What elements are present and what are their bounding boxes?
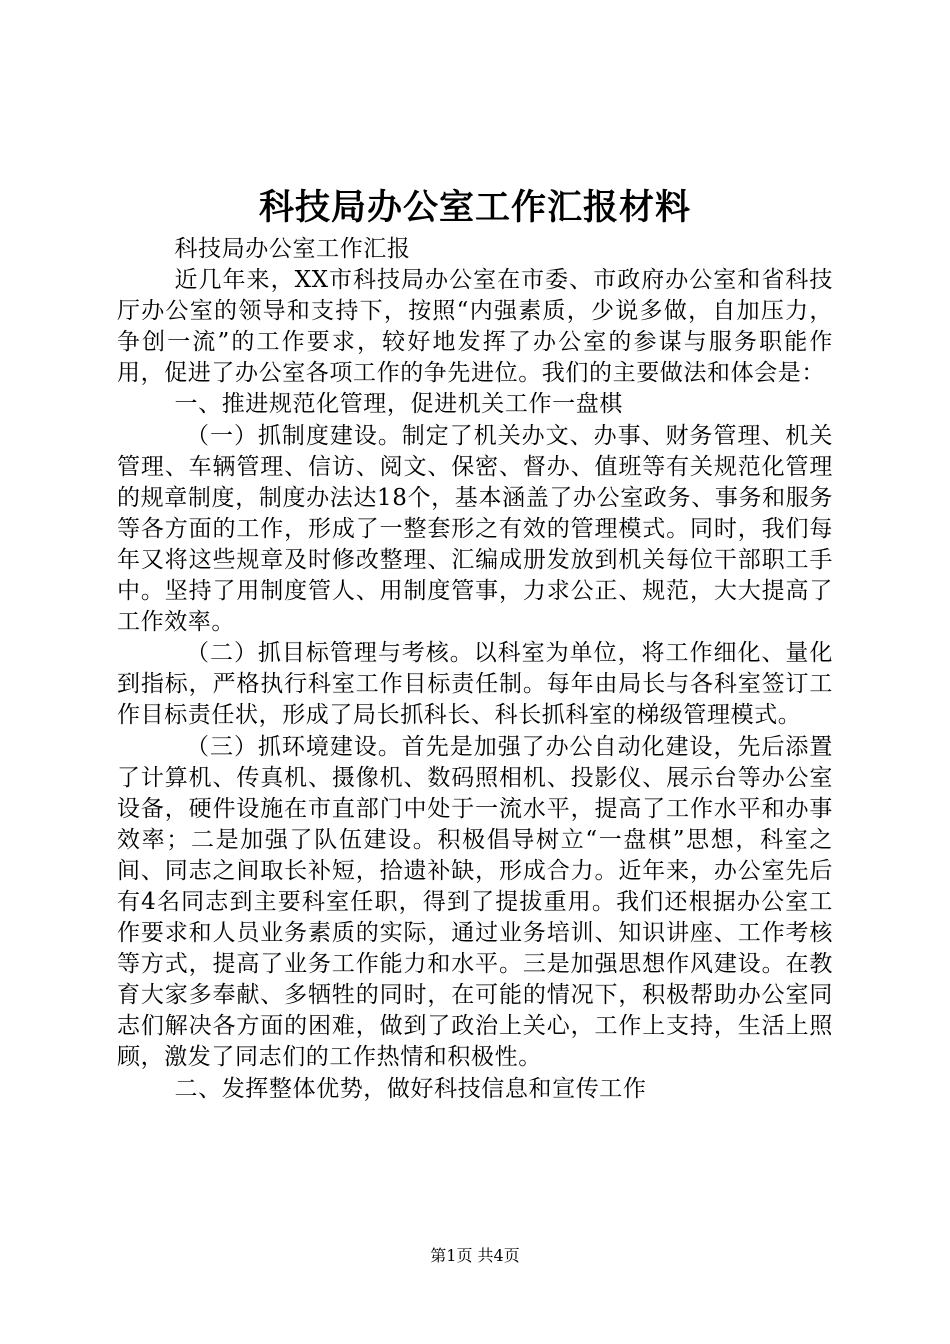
paragraph-item-2: （二）抓目标管理与考核。以科室为单位，将工作细化、量化到指标，严格执行科室工作目标责任制。每年由局长与各科室签订工作目标责任状，形成了局长抓科长、科长抓科室的梯级管理模式。 (117, 640, 833, 729)
paragraph-subtitle: 科技局办公室工作汇报 (174, 236, 411, 262)
paragraph-item-3: （三）抓环境建设。首先是加强了办公自动化建设，先后添置了计算机、传真机、摄像机、数码照相机、投影仪、展示台等办公室设备，硬件设施在市直部门中处于一流水平，提高了工作水平和办事效率；二是加强了队伍建设。积极倡导树立“一盘棋”思想，科室之间、同志之间取长补短，拾遗补缺，形成合力。近年来，办公室先后有4名同志到主要科室任职，得到了提拔重用。我们还根据办公室工作要求和人员业务素质的实际，通过业务培训、知识讲座、工作考核等方式，提高了业务工作能力和水平。三是加强思想作风建设。在教育大家多奉献、多牺牲的同时，在可能的情况下，积极帮助办公室同志们解决各方面的困难，做到了政治上关心，工作上支持，生活上照顾，激发了同志们的工作热情和积极性。 (117, 733, 833, 1071)
section-heading-1: 一、推进规范化管理，促进机关工作一盘棋 (174, 391, 623, 418)
paragraph-item-1: （一）抓制度建设。制定了机关办文、办事、财务管理、机关管理、车辆管理、信访、阅文、保密、督办、值班等有关规范化管理的规章制度，制度办法达18个，基本涵盖了办公室政务、事务和服务等各方面的工作，形成了一整套形之有效的管理模式。同时，我们每年又将这些规章及时修改整理、汇编成册发放到机关每位干部职工手中。坚持了用制度管人、用制度管事，力求公正、规范，大大提高了工作效率。 (117, 422, 833, 636)
document-title: 科技局办公室工作汇报材料 (258, 187, 691, 228)
page-footer: 第1页 共4页 (430, 1246, 520, 1265)
paragraph-intro: 近几年来，XX市科技局办公室在市委、市政府办公室和省科技厅办公室的领导和支持下，按照“内强素质，少说多做，自加压力，争创一流”的工作要求，较好地发挥了办公室的参谋与服务职能作用，促进了办公室各项工作的争先进位。我们的主要做法和体会是： (117, 267, 833, 387)
section-heading-2: 二、发挥整体优势，做好科技信息和宣传工作 (174, 1075, 647, 1102)
document-body (117, 234, 833, 1105)
